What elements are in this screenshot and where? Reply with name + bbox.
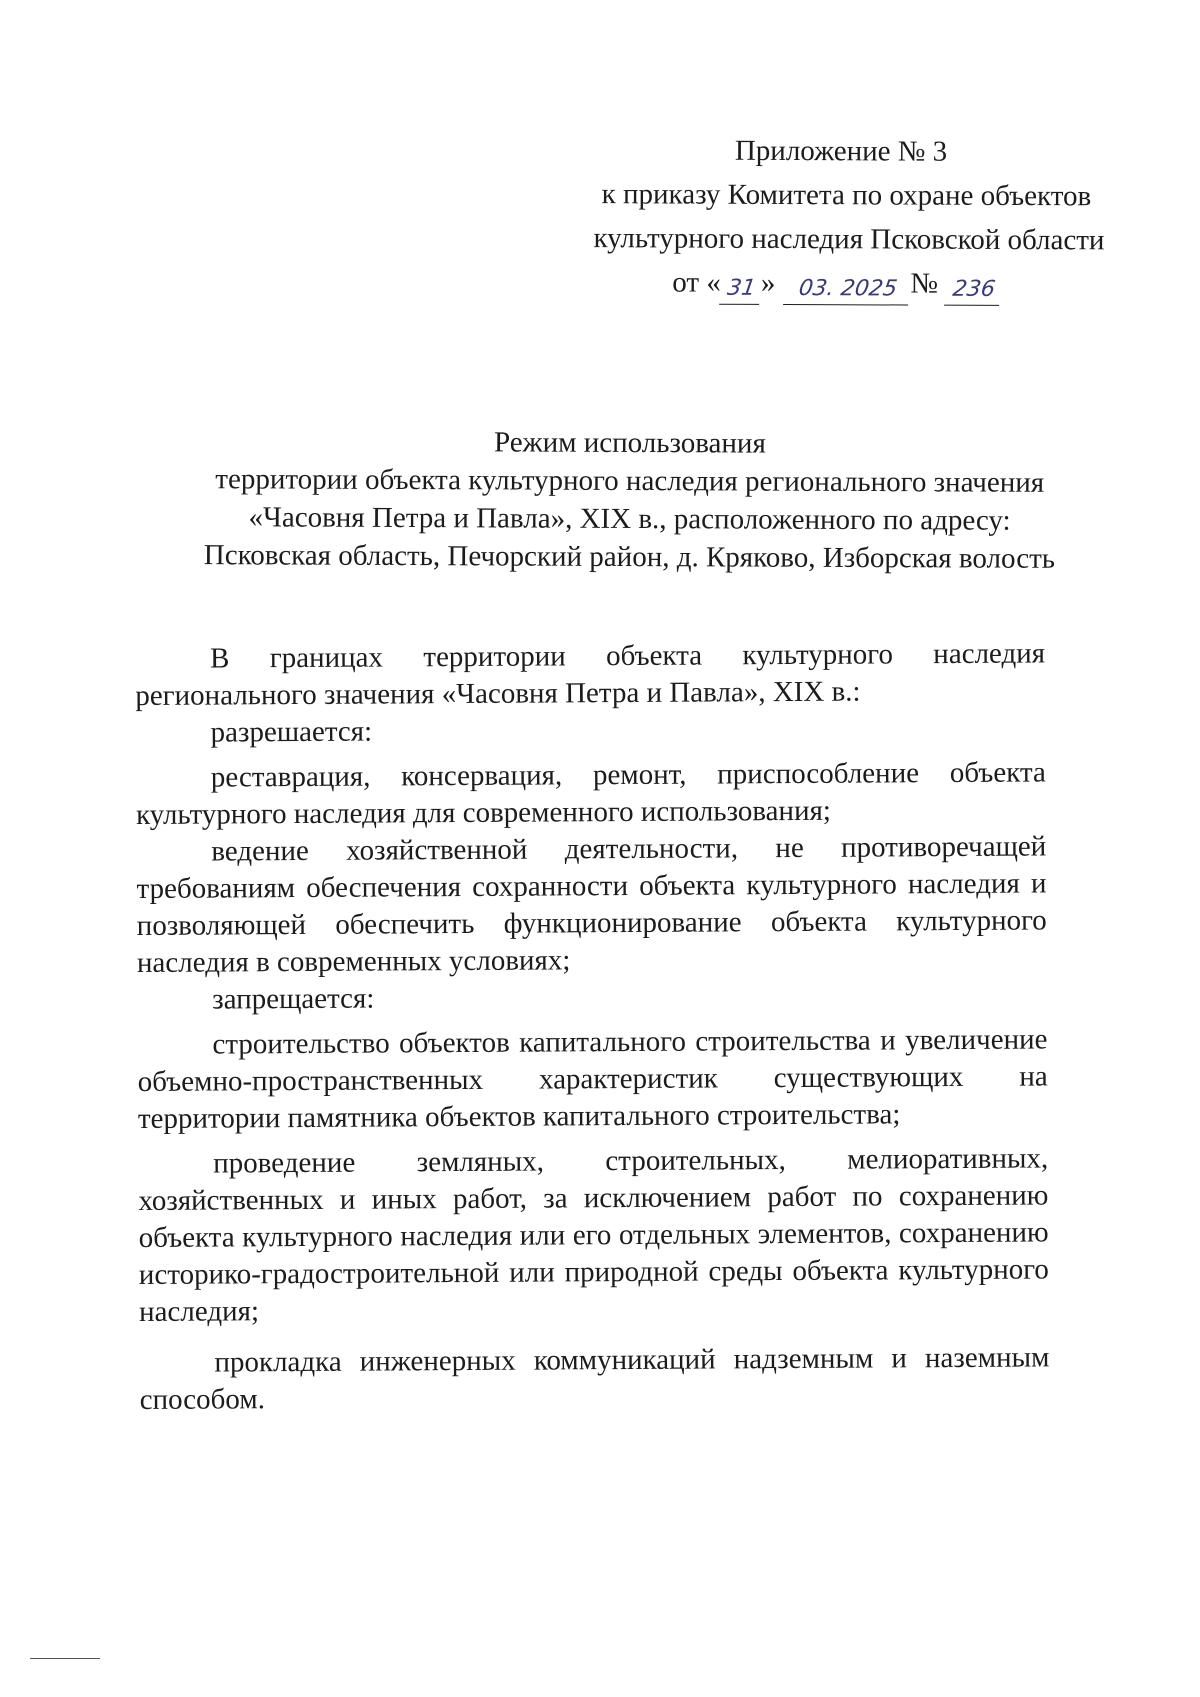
allowed-item: ведение хозяйственной деятельности, не противоречащей требованиям обеспечения сохранности объекта культурного наследия и позволяющей обеспечить функционирование объекта культурного наследия в современных условиях;: [136, 830, 1047, 979]
handwritten-order-number: 236: [944, 275, 1003, 306]
allowed-label: разрешается:: [210, 715, 373, 749]
forbidden-label: запрещается:: [212, 982, 375, 1016]
forbidden-item: строительство объектов капитального строительства и увеличение объемно-пространственных характеристик существующих на территории памятника объектов капитального строительства;: [137, 1023, 1048, 1135]
title-line-1: Режим использования: [493, 426, 766, 460]
forbidden-item: проведение земляных, строительных, мелиоративных, хозяйственных и иных работ, за исключением работ по сохранению объекта культурного наследия или его отдельных элементов, сохранению историко-градостроительной или природной среды объекта культурного наследия;: [138, 1142, 1049, 1328]
order-reference: к приказу Комитета по охране объектов: [601, 178, 1092, 213]
appendix-number: Приложение № 3: [734, 134, 948, 168]
allowed-item: реставрация, консервация, ремонт, приспособление объекта культурного наследия для современного использования;: [135, 756, 1046, 831]
date-prefix: от «: [672, 266, 721, 299]
document-body: [135, 635, 1050, 1419]
handwritten-day: 31: [719, 274, 763, 305]
intro-paragraph: В границах территории объекта культурного наследия регионального значения «Часовня Петра и Павла», XIX в.:: [135, 637, 1046, 712]
forbidden-item: прокладка инженерных коммуникаций надземным и наземным способом.: [139, 1341, 1050, 1416]
document-title: [129, 422, 1130, 578]
committee-name: культурного наследия Псковской области: [593, 222, 1105, 257]
title-line-2: территории объекта культурного наследия регионального значения: [215, 463, 1045, 499]
handwritten-date: 03. 2025: [783, 274, 912, 306]
date-close-quote: »: [760, 266, 776, 299]
title-line-4: Псковская область, Печорский район, д. Кряково, Изборская волость: [203, 539, 1056, 575]
appendix-header: [559, 128, 1160, 307]
title-line-3: «Часовня Петра и Павла», XIX в., расположенного по адресу:: [248, 501, 1011, 537]
footer-rule: [30, 1658, 100, 1659]
number-sign: №: [910, 267, 939, 300]
order-date-line: [559, 260, 1159, 307]
